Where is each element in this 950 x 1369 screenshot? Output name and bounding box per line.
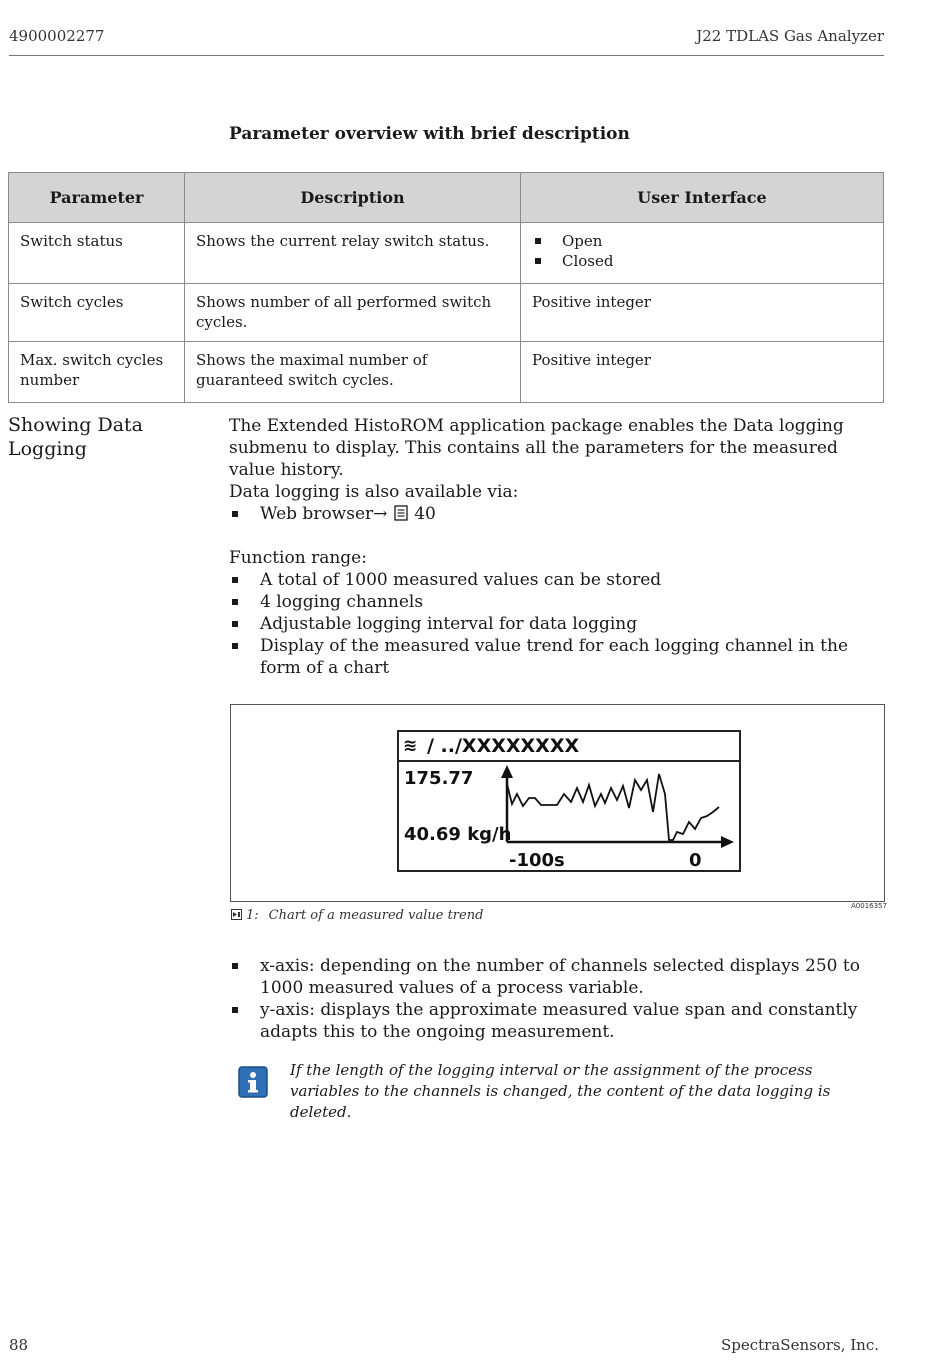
cell-user-interface: Positive integer bbox=[521, 284, 884, 342]
display-x-end: 0 bbox=[689, 850, 702, 871]
list-item: Display of the measured value trend for each logging channel in the form of a chart bbox=[229, 635, 889, 679]
column-header-parameter: Parameter bbox=[9, 173, 185, 223]
figure-caption bbox=[231, 908, 483, 923]
list-item bbox=[229, 503, 889, 525]
table-row bbox=[9, 284, 884, 342]
footer-page-number: 88 bbox=[9, 1336, 29, 1354]
function-range-block bbox=[229, 547, 889, 679]
trend-display bbox=[397, 730, 741, 872]
function-range-lead: Function range: bbox=[229, 548, 367, 568]
note-text: If the length of the logging interval or the assignment of the process variables to the channels is changed, the content of the data logging is deleted. bbox=[290, 1061, 831, 1121]
list-item: A total of 1000 measured values can be stored bbox=[229, 569, 889, 591]
trend-line bbox=[507, 774, 719, 840]
y-axis-arrow-icon bbox=[501, 765, 513, 778]
availability-item: Web browser bbox=[260, 504, 374, 524]
section-intro: The Extended HistoROM application package enables the Data logging submenu to display. This contains all the parameters for the measured value history. bbox=[229, 416, 844, 480]
table-header-row bbox=[9, 173, 884, 223]
availability-lead: Data logging is also available via: bbox=[229, 482, 519, 502]
page-reference: 40 bbox=[414, 504, 436, 524]
cell-description: Shows the maximal number of guaranteed switch cycles. bbox=[185, 342, 521, 403]
display-min-value: 40.69 kg/h bbox=[404, 824, 512, 845]
section-title: Showing Data Logging bbox=[8, 414, 143, 460]
cell-description: Shows the current relay switch status. bbox=[185, 223, 521, 284]
display-title: / ../XXXXXXXX bbox=[427, 735, 580, 757]
ui-option: Open bbox=[532, 231, 873, 251]
ui-options-list bbox=[532, 231, 873, 271]
table-title: Parameter overview with brief description bbox=[229, 124, 630, 144]
table-row bbox=[9, 342, 884, 403]
figure-code: A0016357 bbox=[851, 902, 887, 910]
header-rule bbox=[9, 55, 884, 56]
arrow-right-icon: → bbox=[373, 504, 388, 524]
table-row bbox=[9, 223, 884, 284]
list-item: 4 logging channels bbox=[229, 591, 889, 613]
figure-number: 1: bbox=[246, 908, 259, 923]
document-icon bbox=[393, 505, 409, 521]
info-icon bbox=[238, 1066, 268, 1098]
figure-icon bbox=[231, 909, 242, 920]
cell-description: Shows number of all performed switch cycles. bbox=[185, 284, 521, 342]
display-max-value: 175.77 bbox=[404, 768, 474, 789]
trend-chart bbox=[399, 732, 739, 870]
cell-parameter: Switch cycles bbox=[9, 284, 185, 342]
cell-user-interface: Positive integer bbox=[521, 342, 884, 403]
availability-block bbox=[229, 481, 889, 525]
function-range-list bbox=[229, 569, 889, 679]
column-header-user-interface: User Interface bbox=[521, 173, 884, 223]
footer-company: SpectraSensors, Inc. bbox=[721, 1336, 879, 1354]
x-axis-arrow-icon bbox=[721, 836, 734, 848]
axes-notes-list bbox=[229, 955, 889, 1043]
header-doc-number: 4900002277 bbox=[9, 27, 105, 45]
display-x-start: -100s bbox=[509, 850, 565, 871]
parameter-table bbox=[8, 172, 884, 403]
figure-caption-text: Chart of a measured value trend bbox=[268, 908, 484, 923]
list-item: y-axis: displays the approximate measured value span and constantly adapts this to the ongoing measurement. bbox=[229, 999, 889, 1043]
cell-parameter: Max. switch cycles number bbox=[9, 342, 185, 403]
list-item: x-axis: depending on the number of channels selected displays 250 to 1000 measured values of a process variable. bbox=[229, 955, 889, 999]
axes-notes-block bbox=[229, 955, 889, 1043]
cell-user-interface bbox=[521, 223, 884, 284]
availability-list bbox=[229, 503, 889, 525]
wireless-icon: ≋ bbox=[403, 736, 418, 756]
header-product: J22 TDLAS Gas Analyzer bbox=[696, 27, 884, 45]
column-header-description: Description bbox=[185, 173, 521, 223]
ui-option: Closed bbox=[532, 251, 873, 271]
list-item: Adjustable logging interval for data logging bbox=[229, 613, 889, 635]
cell-parameter: Switch status bbox=[9, 223, 185, 284]
